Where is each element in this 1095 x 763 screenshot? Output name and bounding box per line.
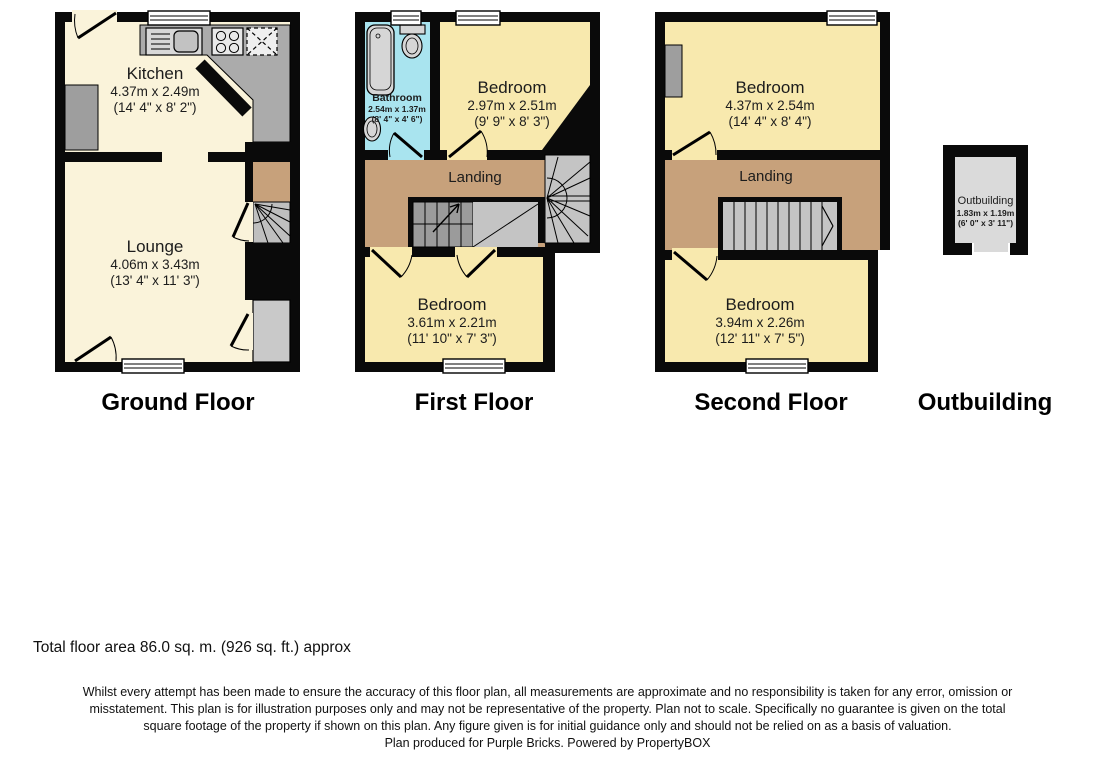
disclaimer	[0, 684, 1095, 752]
first-floor-title: First Floor	[414, 389, 534, 416]
outbuilding-dims-imperial: (6' 0" x 3' 11")	[957, 217, 1014, 228]
ground-stair-landing	[253, 162, 290, 202]
outbuilding-interior	[955, 157, 1016, 243]
second-floor-plan	[655, 11, 890, 373]
second-bedroom-top-name: Bedroom	[735, 78, 805, 97]
first-bedroom-top-dims-metric: 2.97m x 2.51m	[467, 98, 557, 114]
ground-chimney-breast	[65, 85, 98, 150]
first-bedroom-top-dims-imperial: (9' 9" x 8' 3")	[474, 113, 550, 129]
second-bedroom-top-interior	[665, 22, 880, 150]
bathroom-dims-metric: 2.54m x 1.37m	[368, 104, 426, 115]
kitchen-appliance-space	[247, 28, 277, 55]
first-bedroom-top-name: Bedroom	[477, 78, 547, 97]
second-bedroom-top-dims-imperial: (14' 4" x 8' 4")	[728, 113, 812, 129]
bathroom-window	[391, 11, 421, 25]
second-bedroom-bottom-window	[746, 359, 808, 373]
outbuilding-plan	[943, 145, 1028, 255]
first-stair-wall	[538, 200, 545, 243]
second-landing-name: Landing	[739, 168, 793, 185]
second-chimney-breast	[665, 45, 682, 97]
first-bedroom-top-window	[456, 11, 500, 25]
ground-right-wall-lower	[245, 243, 300, 300]
ground-rear-store	[253, 300, 290, 362]
ground-floor-plan	[55, 10, 300, 373]
kitchen-sink	[146, 28, 202, 55]
second-bedroom-bottom-dims-metric: 3.94m x 2.26m	[715, 315, 805, 331]
outbuilding-dims-metric: 1.83m x 1.19m	[956, 207, 1015, 218]
kitchen-dims-imperial: (14' 4" x 8' 2")	[113, 99, 197, 115]
bathroom-dims-imperial: (8' 4" x 4' 6")	[371, 114, 423, 125]
total-floor-area: Total floor area 86.0 sq. m. (926 sq. ft.) approx	[33, 639, 351, 656]
kitchen-hob	[212, 28, 243, 55]
divider-wall-left	[65, 152, 162, 162]
disclaimer-line-4: Plan produced for Purple Bricks. Powered by PropertyBOX	[384, 736, 711, 750]
lounge-name: Lounge	[126, 237, 184, 256]
basin	[364, 117, 381, 141]
ground-winder-stairs	[253, 202, 290, 243]
lounge-dims-imperial: (13' 4" x 11' 3")	[110, 272, 200, 288]
disclaimer-line-3: square footage of the property if shown on this plan. Any figure given is for initial guidance only and should not be relied on as a basis of valuation.	[143, 719, 952, 733]
first-bedroom-bottom-window	[443, 359, 505, 373]
first-bedroom-bottom-name: Bedroom	[417, 295, 487, 314]
bathtub	[367, 25, 394, 95]
first-landing-name: Landing	[448, 169, 502, 186]
first-bedroom-bottom-dims-imperial: (11' 10" x 7' 3")	[407, 330, 497, 346]
second-bedroom-bottom-interior	[665, 260, 868, 362]
second-floor-title: Second Floor	[694, 389, 848, 416]
kitchen-name: Kitchen	[126, 64, 184, 83]
kitchen-window	[148, 11, 210, 25]
kitchen-dims-metric: 4.37m x 2.49m	[110, 84, 200, 100]
first-bedroom-bottom-interior	[365, 257, 543, 362]
outbuilding-door-opening	[972, 243, 1010, 255]
bathroom-name: Bathroom	[372, 92, 422, 104]
second-bedroom-top-dims-metric: 4.37m x 2.54m	[725, 98, 815, 114]
lounge-dims-metric: 4.06m x 3.43m	[110, 257, 200, 273]
disclaimer-line-1: Whilst every attempt has been made to ensure the accuracy of this floor plan, all measurements are approximate and no responsibility is taken for any error, omission or	[82, 685, 1013, 699]
first-bedroom-bottom-dims-metric: 3.61m x 2.21m	[407, 315, 497, 331]
outbuilding-name: Outbuilding	[957, 195, 1014, 207]
first-floor-plan	[355, 11, 600, 373]
first-straight-stairs	[408, 197, 545, 247]
ground-floor-title: Ground Floor	[101, 389, 255, 416]
second-bedroom-bottom-name: Bedroom	[725, 295, 795, 314]
second-straight-stairs	[718, 197, 842, 250]
outbuilding-title: Outbuilding	[917, 389, 1053, 416]
second-bedroom-bottom-dims-imperial: (12' 11" x 7' 5")	[715, 330, 805, 346]
lounge-window	[122, 359, 184, 373]
second-bedroom-top-window	[827, 11, 877, 25]
disclaimer-line-2: misstatement. This plan is for illustration purposes only and may not be representative of the property. Plan not to scale. Specifically no guarantee is given on the total	[89, 702, 1006, 716]
ground-right-wall-block	[245, 142, 300, 164]
first-winder-stairs	[545, 155, 590, 243]
